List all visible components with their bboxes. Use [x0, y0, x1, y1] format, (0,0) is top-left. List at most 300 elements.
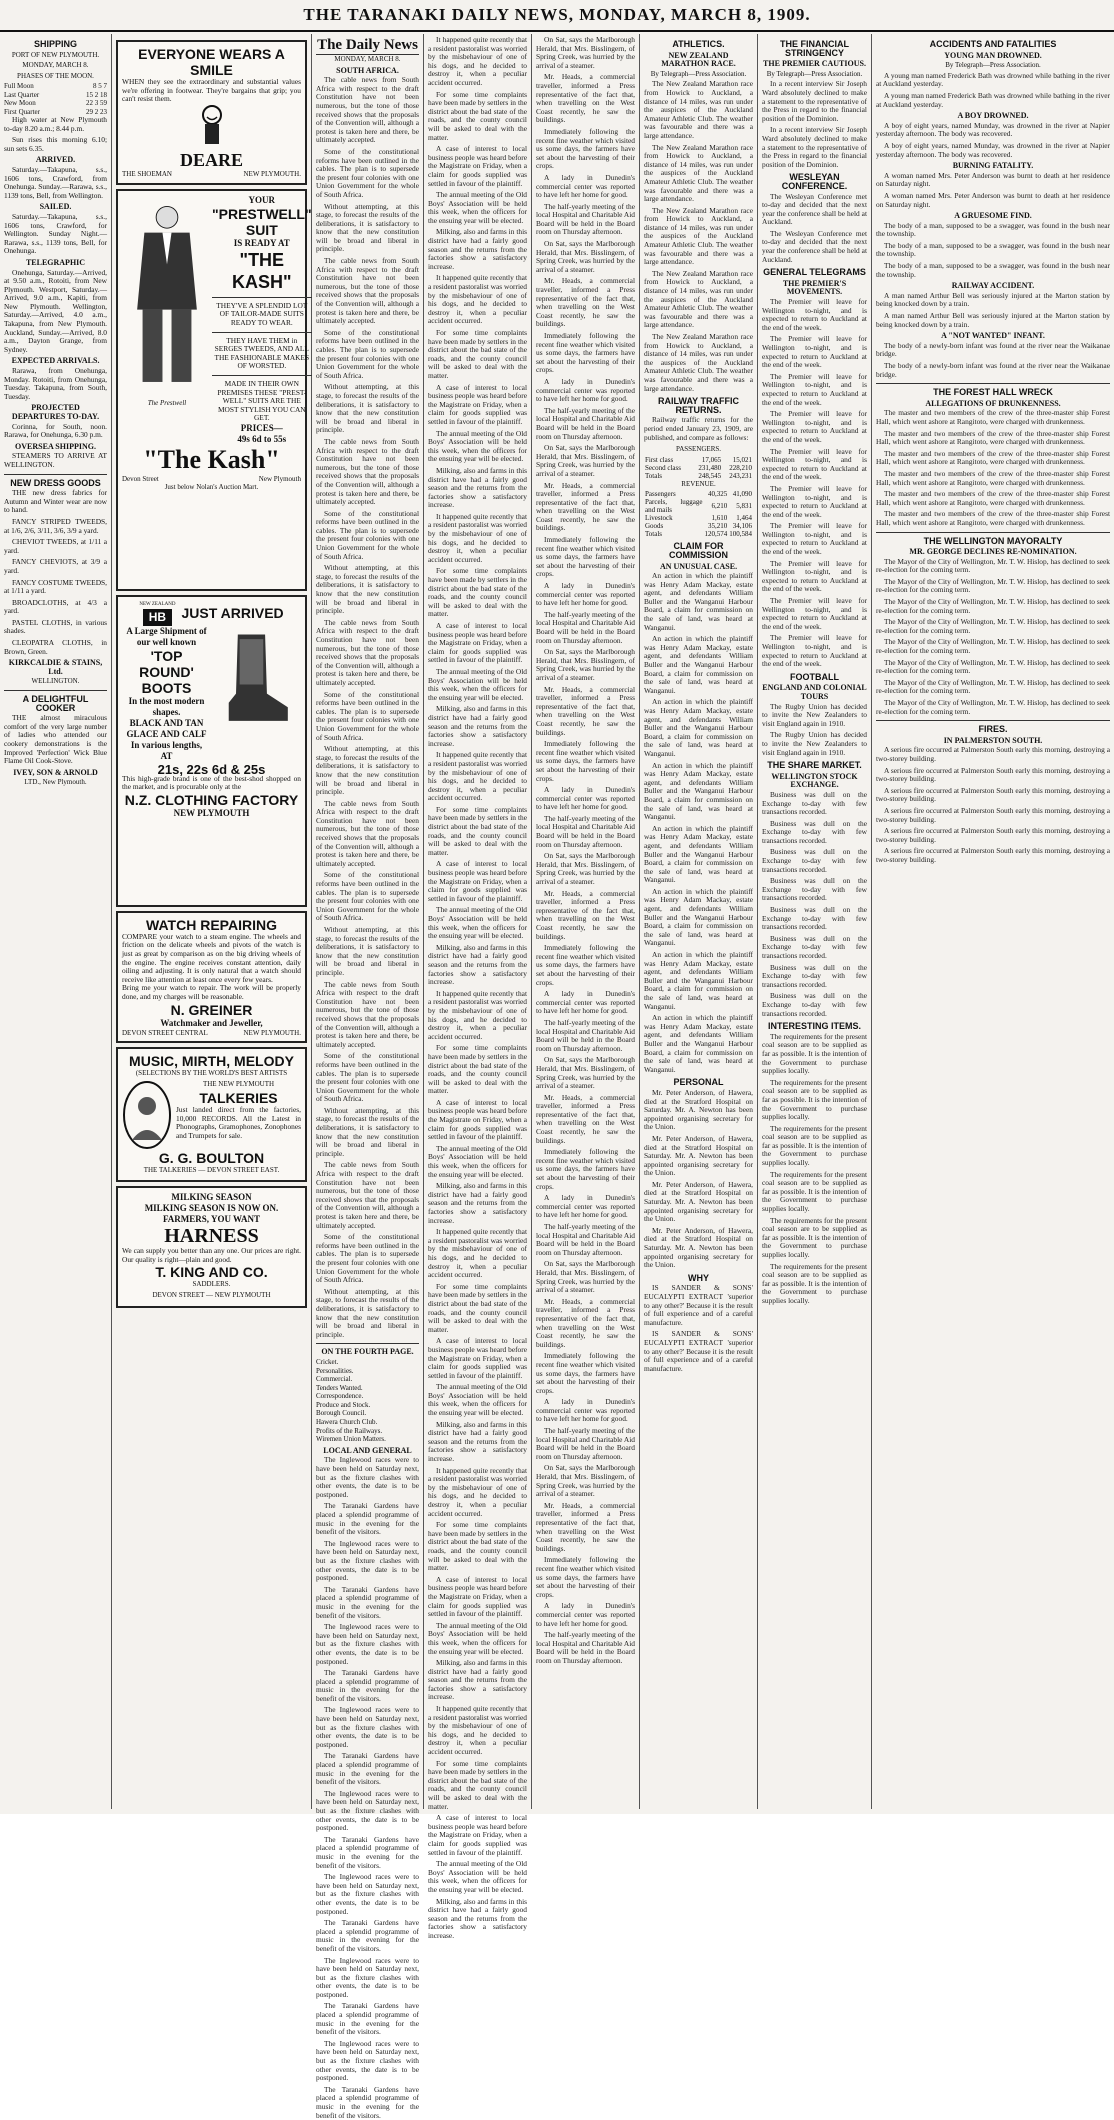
column-accidents	[872, 34, 1114, 1809]
news-para: The Mayor of the City of Wellington, Mr. T. W. Hislop, has declined to seek re-election for the coming term.	[876, 677, 1110, 696]
dress-item: FANCY STRIPED TWEEDS, at 1/6, 2/6, 3/11, 3/6, 3/9 a yard.	[4, 516, 107, 535]
news-para: Business was dull on the Exchange to-day with few transactions recorded.	[762, 991, 867, 1018]
news-para: A lady in Dunedin's commercial center was reported to have left her home for good.	[536, 1601, 635, 1628]
page4-list: Cricket. Personalities. Commercial. Tenders Wanted. Correspondence. Produce and Stock. Borough Council. Hawera Church Club. Profits of the Railways. Wiremen Union Matters.	[316, 1357, 386, 1444]
local-para: The Inglewood races were to have been held on Saturday next, but as the fixture clashes with other events, the date is to be postponed.	[316, 1538, 419, 1583]
editorial-para: The cable news from South Africa with respect to the draft Constitution have not been numerous, but the tone of those received shows that the proposals of the Convention will, although a protest is taken here and there, be ultimately accepted.	[316, 617, 419, 687]
news-para: Mr. Heads, a commercial traveller, informed a Press representative of the fact that, when travelling on the West Coast recently, he saw the buildings.	[536, 72, 635, 125]
news-para: Immediately following the recent fine weather which visited us some days, the farmers have set about the harvesting of their crops.	[536, 1555, 635, 1599]
news-para: Mr. Heads, a commercial traveller, informed a Press representative of the fact that, when travelling on the West Coast recently, he saw the buildings.	[536, 1296, 635, 1349]
news-para: The Mayor of the City of Wellington, Mr. T. W. Hislop, has declined to seek re-election for the coming term.	[876, 698, 1110, 716]
wesleyan-heading: WESLEYAN CONFERENCE.	[781, 172, 848, 191]
passengers-table	[644, 456, 753, 480]
news-para: A serious fire occurred at Palmerston South early this morning, destroying a two-storey building.	[876, 805, 1110, 824]
kash-big: "The Kash"	[143, 444, 280, 474]
claim-para: An action in which the plaintiff was Henry Adam Mackay, estate agent, and defendants William Buller and the Wanganui Harbour Board, a claim for commission on the sale of land, was heard at Wanganui.	[644, 886, 753, 948]
milking-text: MILKING SEASON IS NOW ON. FARMERS, YOU WANT	[144, 1203, 279, 1225]
news-para: A case of interest to local business people was heard before the Magistrate on Friday, when a claim for goods supplied was settled in favour of the plaintiff.	[428, 382, 527, 426]
accidents-sub: YOUNG MAN DROWNED.	[944, 50, 1042, 60]
deare-name: DEARE	[179, 150, 243, 171]
local-para: The Inglewood races were to have been held on Saturday next, but as the fixture clashes with other events, the date is to be postponed.	[316, 1788, 419, 1833]
editorial-para: Some of the constitutional reforms have been outlined in the cables. The plan is to supersede the present four colonies with one Union Government for the whole of South Africa.	[316, 689, 419, 742]
news-para: A lady in Dunedin's commercial center was reported to have left her home for good.	[536, 376, 635, 404]
masthead: THE TARANAKI DAILY NEWS, MONDAY, MARCH 8, 1909.	[0, 0, 1114, 32]
moon-row: Full Moon 8 5 7	[4, 82, 107, 91]
at-label: AT	[160, 750, 173, 761]
news-para: On Sat, says the Marlborough Herald, that Mrs. Bisslingern, of Spring Creek, was hurried by the arrival of a steamer.	[536, 647, 635, 682]
prestwell-your: YOUR	[248, 194, 276, 205]
news-para: The master and two members of the crew of the three-master ship Forest Hall, which went ashore at Rangitoto, were charged with drunkenness.	[876, 509, 1110, 527]
harness-advert	[116, 1186, 307, 1307]
local-para: The Taranaki Gardens have placed a splendid programme of music in the evening for the benefit of the visitors.	[316, 1751, 419, 1787]
king-addr: DEVON STREET — NEW PLYMOUTH	[152, 1290, 271, 1299]
why-para: IS SANDER & SONS' EUCALYPTI EXTRACT 'superior to any other?' Because it is the result of full experience and of a careful manufacture.	[644, 1283, 753, 1327]
oversea-text: STEAMERS TO ARRIVE AT WELLINGTON.	[4, 451, 107, 469]
why-para: IS SANDER & SONS' EUCALYPTI EXTRACT 'superior to any other?' Because it is the result of full experience and of a careful manufacture.	[644, 1329, 753, 1373]
prestwell-name: "PRESTWELL"	[212, 205, 312, 222]
talkeries-advert	[116, 1047, 307, 1182]
news-para: Milking, also and farms in this district have had a fairly good season and the returns from the factories show a satisfactory increase.	[428, 942, 527, 987]
local-para: The Taranaki Gardens have placed a splendid programme of music in the evening for the benefit of the visitors.	[316, 1501, 419, 1537]
table-row: Parcels, luggage and mails 6,210 5,831	[645, 498, 752, 515]
dress-intro: THE new dress fabrics for Autumn and Winter wear are now to hand.	[4, 488, 107, 515]
table-row: Goods 35,210 34,106	[645, 522, 752, 531]
editorial-para: The cable news from South Africa with respect to the draft Constitution have not been numerous, but the tone of those received shows that the proposals of the Convention will, although a protest is taken here and there, be ultimately accepted.	[316, 798, 419, 868]
news-para: It happened quite recently that a resident pastoralist was worried by the misbehaviour of one of his dogs, and he decided to destroy it, when a peculiar accident occurred.	[428, 273, 527, 326]
telegraphic-text: Onehunga, Saturday.—Arrived, at 9.50 a.m., Rotoiti, from New Plymouth. Westport, Saturday.—Arrived, 9.0 a.m., Kapiti, from New Plymouth. Wellington, Saturday.—Arrived, 4.0 a.m., Takapuna, from New Plymouth. Auckland, Sunday.—Arrived, 8.0 a.m., Dayton Grange, from Sydney.	[4, 267, 107, 354]
music-sub: (SELECTIONS BY THE WORLD'S BEST ARTISTS	[135, 1068, 288, 1077]
athletics-sub: NEW ZEALAND MARATHON RACE.	[661, 50, 736, 69]
news-para: The annual meeting of the Old Boys' Association will be held this week, when the officers for the ensuing year will be elected.	[428, 428, 527, 464]
news-para: Business was dull on the Exchange to-day with few transactions recorded.	[762, 933, 867, 960]
athletics-para: The New Zealand Marathon race from Howick to Auckland, a distance of 14 miles, was run under the auspices of the Auckland Amateur Athletic Club. The weather was favourable and there was a large attendance.	[644, 268, 753, 330]
news-para: The Premier will leave for Wellington to-night, and is expected to return to Auckland at the end of the week.	[762, 521, 867, 557]
personal-heading: PERSONAL	[673, 1077, 724, 1088]
prices: 49s 6d to 55s	[237, 433, 287, 444]
news-para: The Premier will leave for Wellington to-night, and is expected to return to Auckland at the end of the week.	[762, 483, 867, 519]
claim-para: An action in which the plaintiff was Henry Adam Mackay, estate agent, and defendants William Buller and the Wanganui Harbour Board, a claim for commission on the sale of land, was heard at Wanganui.	[644, 634, 753, 695]
claim-sub: AN UNUSUAL CASE.	[659, 561, 738, 571]
news-para: A man named Arthur Bell was seriously injured at the Marton station by being knocked down by a train.	[876, 311, 1110, 329]
column-news-5	[532, 34, 640, 1809]
editorial-para: Some of the constitutional reforms have been outlined in the cables. The plan is to supersede the present four colonies with one Union Government for the whole of South Africa.	[316, 327, 419, 380]
news-para: For some time complaints have been made by settlers in the district about the bad state of the roads, and the county council will be asked to deal with the matter.	[428, 566, 527, 619]
editorial-para: The cable news from South Africa with respect to the draft Constitution have not been numerous, but the tone of those received shows that the proposals of the Convention will, although a protest is taken here and there, be ultimately accepted.	[316, 979, 419, 1049]
news-para: A lady in Dunedin's commercial center was reported to have left her home for good.	[536, 785, 635, 812]
news-para: The half-yearly meeting of the local Hospital and Charitable Aid Board will be held in the Board room on Thursday afternoon.	[536, 1017, 635, 1053]
sun-times: Sun rises this morning 6.10; sun sets 6.35.	[4, 135, 107, 153]
athletics-para: The New Zealand Marathon race from Howick to Auckland, a distance of 14 miles, was run under the auspices of the Auckland Amateur Athletic Club. The weather was favourable and there was a large attendance.	[644, 142, 753, 204]
news-para: The Premier will leave for Wellington to-night, and is expected to return to Auckland at the end of the week.	[762, 596, 867, 631]
news-para: A lady in Dunedin's commercial center was reported to have left her home for good.	[536, 989, 635, 1016]
greiner-name: N. GREINER	[170, 1001, 253, 1018]
news-para: Immediately following the recent fine weather which visited us some days, the farmers have set about the harvesting of their crops.	[536, 943, 635, 987]
general-heading: GENERAL TELEGRAMS	[763, 267, 866, 278]
boot-prices: 21s, 22s 6d & 25s	[157, 761, 266, 777]
harness-text: We can supply you better than any one. Our prices are right. Our quality is right—plain and good.	[122, 1246, 301, 1264]
boulton-place: THE TALKERIES — DEVON STREET EAST.	[143, 1165, 280, 1174]
editorial-para: Without attempting, at this stage, to forecast the results of the deliberations, it is satisfactory to know that the new constitution will be broad and liberal in principle.	[316, 563, 419, 616]
local-heading: LOCAL AND GENERAL	[323, 1445, 412, 1455]
news-para: It happened quite recently that a resident pastoralist was worried by the misbehaviour of one of his dogs, and he decided to destroy it, when a peculiar accident occurred.	[428, 35, 527, 87]
news-para: The master and two members of the crew of the three-master ship Forest Hall, which went ashore at Rangitoto, were charged with drunkenness.	[876, 489, 1110, 507]
local-para: The Inglewood races were to have been held on Saturday next, but as the fixture clashes with other events, the date is to be postponed.	[316, 1955, 419, 1999]
news-para: For some time complaints have been made by settlers in the district about the bad state of the roads, and the county council will be asked to deal with the matter.	[428, 1520, 527, 1573]
athletics-para: The New Zealand Marathon race from Howick to Auckland, a distance of 14 miles, was run under the auspices of the Auckland Amateur Athletic Club. The weather was favourable and there was a large attendance.	[644, 205, 753, 267]
greiner-addr: DEVON STREET CENTRAL	[122, 1028, 208, 1037]
news-para: Mr. Heads, a commercial traveller, informed a Press representative of the fact that, when travelling on the West Coast recently, he saw the buildings.	[536, 276, 635, 329]
news-para: The master and two members of the crew of the three-master ship Forest Hall, which went ashore at Rangitoto, were charged with drunkenness.	[876, 468, 1110, 487]
news-para: The annual meeting of the Old Boys' Association will be held this week, when the officers for the ensuing year will be elected.	[428, 1620, 527, 1656]
news-para: A case of interest to local business people was heard before the Magistrate on Friday, when a claim for goods supplied was settled in favour of the plaintiff.	[428, 1336, 527, 1380]
news-para: The annual meeting of the Old Boys' Association will be held this week, when the officers for the ensuing year will be elected.	[428, 666, 527, 702]
news-para: Business was dull on the Exchange to-day with few transactions recorded.	[762, 818, 867, 845]
boulton-name: G. G. BOULTON	[158, 1149, 265, 1166]
news-para: The Mayor of the City of Wellington, Mr. T. W. Hislop, has declined to seek re-election for the coming term.	[876, 597, 1110, 615]
claim-para: An action in which the plaintiff was Henry Adam Mackay, estate agent, and defendants William Buller and the Wanganui Harbour Board, a claim for commission on the sale of land, was heard at Wanganui.	[644, 823, 753, 885]
dress-item: PASTEL CLOTHS, in various shades.	[4, 617, 107, 636]
news-para: A case of interest to local business people was heard before the Magistrate on Friday, when a claim for goods supplied was settled in favour of the plaintiff.	[428, 1097, 527, 1142]
talkeries-text: Just landed direct from the factories, 10,000 RECORDS. All the Latest in Phonographs, Gramophones, Zonophones and Trumpets for sale.	[176, 1105, 301, 1140]
news-para: The half-yearly meeting of the local Hospital and Charitable Aid Board will be held in the Board room on Thursday afternoon.	[536, 1630, 635, 1665]
king-sub: SADDLERS.	[192, 1280, 231, 1289]
claim-para: An action in which the plaintiff was Henry Adam Mackay, estate agent, and defendants William Buller and the Wanganui Harbour Board, a claim for commission on the sale of land, was heard at Wanganui.	[644, 1013, 753, 1074]
arrived-heading: ARRIVED.	[35, 155, 76, 165]
news-para: The half-yearly meeting of the local Hospital and Charitable Aid Board will be held in the Board room on Thursday afternoon.	[536, 1426, 635, 1461]
items-heading: INTERESTING ITEMS.	[767, 1021, 861, 1032]
news-para: Mr. Heads, a commercial traveller, informed a Press representative of the fact that, when travelling on the West Coast recently, he saw the buildings.	[536, 888, 635, 941]
railway-heading: RAILWAY TRAFFIC RETURNS.	[657, 396, 739, 415]
editorial-para: Without attempting, at this stage, to forecast the results of the deliberations, it is satisfactory to know that the new constitution will be broad and liberal in principle.	[316, 1286, 419, 1339]
news-para: A young man named Frederick Bath was drowned while bathing in the river at Auckland yesterday.	[876, 70, 1110, 89]
burning-heading: BURNING FATALITY.	[952, 161, 1034, 171]
news-para: A boy of eight years, named Munday, was drowned in the river at Napier yesterday afternoon. The body was recovered.	[876, 140, 1110, 159]
news-para: Immediately following the recent fine weather which visited us some days, the farmers have set about the harvesting of their crops.	[536, 331, 635, 375]
editorial-para: The cable news from South Africa with respect to the draft Constitution have not been numerous, but the tone of those received shows that the proposals of the Convention will, although a protest is taken here and there, be ultimately accepted.	[316, 256, 419, 326]
news-para: The Premier will leave for Wellington to-night, and is expected to return to Auckland at the end of the week.	[762, 371, 867, 407]
arrived-text: Saturday.—Takapuna, s.s., 1606 tons, Crawford, from Onehunga. Sunday.—Rarawa, s.s., 1139 tons, Bell, from Wellington.	[4, 164, 107, 200]
news-para: A woman named Mrs. Peter Anderson was burnt to death at her residence on Saturday night.	[876, 190, 1110, 209]
news-para: It happened quite recently that a resident pastoralist was worried by the misbehaviour of one of his dogs, and he decided to destroy it, when a peculiar accident occurred.	[428, 1704, 527, 1757]
cooker-text: THE almost miraculous comfort of the very large number of ladies who attended our cookery demonstrations is the Improved 'Perfection' Wick Blue Flame Oil Cook-Stove.	[4, 713, 107, 766]
news-para: Milking, also and farms in this district have had a fairly good season and the returns from the factories show a satisfactory increase.	[428, 1896, 527, 1940]
news-para: For some time complaints have been made by settlers in the district about the bad state of the roads, and the county council will be asked to deal with the matter.	[428, 804, 527, 857]
news-para: The half-yearly meeting of the local Hospital and Charitable Aid Board will be held in the Board room on Thursday afternoon.	[536, 405, 635, 441]
news-para: The requirements for the present coal season are to be supplied as far as possible. It is the intention of the Government to purchase supplies locally.	[762, 1261, 867, 1305]
news-para: The Premier will leave for Wellington to-night, and is expected to return to Auckland at the end of the week.	[762, 446, 867, 482]
news-para: The requirements for the present coal season are to be supplied as far as possible. It is the intention of the Government to purchase supplies locally.	[762, 1077, 867, 1122]
athletics-para: The New Zealand Marathon race from Howick to Auckland, a distance of 14 miles, was run under the auspices of the Auckland Amateur Athletic Club. The weather was favourable and there was a large attendance.	[644, 332, 753, 393]
general-sub: THE PREMIER'S MOVEMENTS.	[782, 278, 847, 297]
accidents-by: By Telegraph—Press Association.	[945, 61, 1041, 70]
prestwell-text-3: MADE IN THEIR OWN PREMISES THESE "PREST-WELL" SUITS ARE THE MOST STYLISH YOU CAN GET.	[217, 378, 307, 423]
news-para: The requirements for the present coal season are to be supplied as far as possible. It is the intention of the Government to purchase supplies locally.	[762, 1123, 867, 1168]
news-para: Milking, also and farms in this district have had a fairly good season and the returns from the factories show a satisfactory increase.	[428, 1419, 527, 1464]
boots-len: In various lengths,	[130, 739, 203, 750]
oversea-heading: OVERSEA SHIPPING.	[15, 441, 96, 451]
news-para: Milking, also and farms in this district have had a fairly good season and the returns from the factories show a satisfactory increase.	[428, 1181, 527, 1225]
athletics-heading: ATHLETICS.	[672, 39, 725, 49]
wreck-sub: ALLEGATIONS OF DRUNKENNESS.	[925, 398, 1061, 408]
news-para: The half-yearly meeting of the local Hospital and Charitable Aid Board will be held in the Board room on Thursday afternoon.	[536, 1222, 635, 1257]
mayoralty-sub: MR. GEORGE DECLINES RE-NOMINATION.	[909, 547, 1077, 557]
smile-text: WHEN they see the extraordinary and substantial values we're offering in footwear. They're bargains that grip; you can't resist them.	[122, 77, 301, 104]
milking-heading: MILKING SEASON	[171, 1192, 252, 1203]
football-sub: ENGLAND AND COLONIAL TOURS	[762, 683, 867, 701]
news-para: The annual meeting of the Old Boys' Association will be held this week, when the officers for the ensuing year will be elected.	[428, 1859, 527, 1894]
boots-kind: GLACE AND CALF	[126, 728, 207, 739]
claim-para: An action in which the plaintiff was Henry Adam Mackay, estate agent, and defendants William Buller and the Wanganui Harbour Board, a claim for commission on the sale of land, was heard at Wanganui.	[644, 571, 753, 632]
revenue-table	[644, 490, 753, 538]
local-para: The Inglewood races were to have been held on Saturday next, but as the fixture clashes with other events, the date is to be postponed.	[316, 1705, 419, 1749]
news-para: The annual meeting of the Old Boys' Association will be held this week, when the officers for the ensuing year will be elected.	[428, 190, 527, 225]
railway-accident-heading: RAILWAY ACCIDENT.	[951, 281, 1035, 291]
news-para: A case of interest to local business people was heard before the Magistrate on Friday, when a claim for goods supplied was settled in favour of the plaintiff.	[428, 1574, 527, 1619]
news-para: A young man named Frederick Bath was drowned while bathing in the river at Auckland yesterday.	[876, 90, 1110, 109]
news-para: The Mayor of the City of Wellington, Mr. T. W. Hislop, has declined to seek re-election for the coming term.	[876, 576, 1110, 595]
cooker-heading: A DELIGHTFUL COOKER	[22, 694, 89, 713]
local-para: The Taranaki Gardens have placed a splendid programme of music in the evening for the benefit of the visitors.	[316, 1834, 419, 1870]
financial-heading: THE FINANCIAL STRINGENCY	[780, 39, 849, 58]
news-para: A woman named Mrs. Peter Anderson was burnt to death at her residence on Saturday night.	[876, 170, 1110, 189]
kirkcaldie-place: WELLINGTON.	[31, 677, 80, 686]
news-para: The Rugby Union has decided to invite the New Zealanders to visit England again in 1910.	[762, 701, 867, 728]
column-shipping	[0, 34, 112, 1809]
ivey-name: IVEY, SON & ARNOLD	[13, 767, 98, 777]
dress-heading: NEW DRESS GOODS	[10, 477, 101, 488]
expected-heading: EXPECTED ARRIVALS.	[11, 356, 100, 366]
railway-intro: Railway traffic returns for the period ended January 23, 1909, are published, and compare as follows:	[644, 415, 753, 442]
news-para: Business was dull on the Exchange to-day with few transactions recorded.	[762, 962, 867, 989]
news-para: It happened quite recently that a resident pastoralist was worried by the misbehaviour of one of his dogs, and he decided to destroy it, when a peculiar accident occurred.	[428, 511, 527, 564]
news-para: In a recent interview Sir Joseph Ward absolutely declined to make a statement to the representative of the Press in regard to the financial position of the Dominion.	[762, 125, 867, 169]
deare-sub: THE SHOEMAN	[122, 170, 172, 179]
why-heading: WHY	[688, 1272, 709, 1283]
news-para: On Sat, says the Marlborough Herald, that Mrs. Bisslingern, of Spring Creek, was hurried by the arrival of a steamer.	[536, 1463, 635, 1499]
editorial-para: The cable news from South Africa with respect to the draft Constitution have not been numerous, but the tone of those received shows that the proposals of the Convention will, although a protest is taken here and there, be ultimately accepted.	[316, 436, 419, 507]
suit-label: The Prestwell	[147, 399, 187, 408]
editorial-para: Without attempting, at this stage, to forecast the results of the deliberations, it is satisfactory to know that the new constitution will be broad and liberal in principle.	[316, 201, 419, 254]
date-line: MONDAY, MARCH 8.	[22, 61, 89, 70]
news-para: The body of a man, supposed to be a swagger, was found in the bush near the township.	[876, 220, 1110, 239]
expected-text: Rarawa, from Onehunga, Monday. Rotoiti, from Onehunga, Tuesday. Takapuna, from South, Tuesday.	[4, 366, 107, 401]
suit-man-icon	[122, 201, 212, 391]
prestwell-ready: IS READY AT	[233, 237, 290, 248]
news-para: The half-yearly meeting of the local Hospital and Charitable Aid Board will be held in the Board room on Thursday afternoon.	[536, 813, 635, 849]
news-para: For some time complaints have been made by settlers in the district about the bad state of the roads, and the county council will be asked to deal with the matter.	[428, 1758, 527, 1811]
watch-heading: WATCH REPAIRING	[146, 916, 277, 933]
news-para: A case of interest to local business people was heard before the Magistrate on Friday, when a claim for goods supplied was settled in favour of the plaintiff.	[428, 144, 527, 188]
news-para: A serious fire occurred at Palmerston South early this morning, destroying a two-storey building.	[876, 846, 1110, 864]
arrived-sub: A Large Shipment of our well known	[126, 625, 207, 647]
table-row: Livestock 1,610 1,464	[645, 514, 752, 523]
news-para: A serious fire occurred at Palmerston South early this morning, destroying a two-storey building.	[876, 826, 1110, 844]
news-para: The Mayor of the City of Wellington, Mr. T. W. Hislop, has declined to seek re-election for the coming term.	[876, 617, 1110, 635]
news-para: It happened quite recently that a resident pastoralist was worried by the misbehaviour of one of his dogs, and he decided to destroy it, when a peculiar accident occurred.	[428, 750, 527, 803]
dress-item: CHEVIOT TWEEDS, at 1/11 a yard.	[4, 537, 107, 555]
moon-row: Last Quarter 15 2 18	[4, 90, 107, 99]
boot-text: This high-grade brand is one of the best-shod shopped on the market, and is procurable only at the	[122, 773, 301, 792]
news-para: A lady in Dunedin's commercial center was reported to have left her home for good.	[536, 172, 635, 200]
moon-row: New Moon 22 3 59	[4, 99, 107, 108]
news-para: Immediately following the recent fine weather which visited us some days, the farmers have set about the harvesting of their crops.	[536, 739, 635, 783]
editorial-date: MONDAY, MARCH 8.	[334, 55, 401, 63]
claim-heading: CLAIM FOR COMMISSION	[668, 541, 728, 560]
editorial-para: Some of the constitutional reforms have been outlined in the cables. The plan is to supersede the present four colonies with one Union Government for the whole of South Africa.	[316, 1051, 419, 1104]
local-para: The Taranaki Gardens have placed a splendid programme of music in the evening for the benefit of the visitors.	[316, 1668, 419, 1703]
projected-heading: PROJECTED DEPARTURES TO-DAY.	[11, 403, 100, 421]
table-row: Totals 120,574 100,584	[645, 530, 752, 539]
column-editorial	[312, 34, 424, 2120]
deare-advert	[116, 40, 307, 185]
local-para: The Inglewood races were to have been held on Saturday next, but as the fixture clashes with other events, the date is to be postponed.	[316, 2038, 419, 2083]
local-para: The Inglewood races were to have been held on Saturday next, but as the fixture clashes with other events, the date is to be postponed.	[316, 1622, 419, 1666]
wreck-heading: THE FOREST HALL WRECK	[933, 387, 1053, 398]
news-para: In a recent interview Sir Joseph Ward absolutely declined to make a statement to the representative of the Press in regard to the financial position of the Dominion.	[762, 79, 867, 123]
editorial-para: Some of the constitutional reforms have been outlined in the cables. The plan is to supersede the present four colonies with one Union Government for the whole of South Africa.	[316, 1232, 419, 1285]
column-adverts	[112, 34, 312, 1809]
news-para: The Premier will leave for Wellington to-night, and is expected to return to Auckland at the end of the week.	[762, 633, 867, 669]
news-para: On Sat, says the Marlborough Herald, that Mrs. Bisslingern, of Spring Creek, was hurried by the arrival of a steamer.	[536, 443, 635, 478]
share-sub: WELLINGTON STOCK EXCHANGE.	[771, 771, 858, 790]
news-para: Milking, also and farms in this district have had a fairly good season and the returns from the factories show a satisfactory increase.	[428, 1658, 527, 1702]
athletics-by: By Telegraph—Press Association.	[650, 69, 747, 78]
boots-colors: BLACK AND TAN	[129, 717, 204, 728]
factory-place: NEW PLYMOUTH	[173, 807, 250, 818]
athletics-para: The New Zealand Marathon race from Howick to Auckland, a distance of 14 miles, was run under the auspices of the Auckland Amateur Athletic Club. The weather was favourable and there was a large attendance.	[644, 79, 753, 140]
accidents-heading: ACCIDENTS AND FATALITIES	[929, 39, 1057, 49]
financial-by: By Telegraph—Press Association.	[766, 69, 863, 78]
prestwell-text-1: THEY'VE A SPLENDID LOT OF TAILOR-MADE SUITS READY TO WEAR.	[216, 300, 308, 327]
infant-heading: A "NOT WANTED" INFANT.	[941, 331, 1045, 341]
local-para: The Taranaki Gardens have placed a splendid programme of music in the evening for the benefit of the visitors.	[316, 2084, 419, 2120]
news-para: The Mayor of the City of Wellington, Mr. T. W. Hislop, has declined to seek re-election for the coming term.	[876, 657, 1110, 676]
news-para: A man named Arthur Bell was seriously injured at the Marton station by being knocked down by a train.	[876, 290, 1110, 309]
news-para: On Sat, says the Marlborough Herald, that Mrs. Bisslingern, of Spring Creek, was hurried by the arrival of a steamer.	[536, 1055, 635, 1091]
dress-item: BROADCLOTHS, at 4/3 a yard.	[4, 597, 107, 616]
editorial-para: Without attempting, at this stage, to forecast the results of the deliberations, it is satisfactory to know that the new constitution will be broad and liberal in principle.	[316, 1105, 419, 1158]
news-para: For some time complaints have been made by settlers in the district about the bad state of the roads, and the county council will be asked to deal with the matter.	[428, 1043, 527, 1096]
news-para: It happened quite recently that a resident pastoralist was worried by the misbehaviour of one of his dogs, and he decided to destroy it, when a peculiar accident occurred.	[428, 1227, 527, 1280]
sailed-heading: SAILED.	[39, 202, 72, 212]
news-para: The annual meeting of the Old Boys' Association will be held this week, when the officers for the ensuing year will be elected.	[428, 1143, 527, 1179]
kash-street: Devon Street	[122, 474, 159, 483]
editorial-section: SOUTH AFRICA.	[336, 65, 399, 75]
sailed-text: Saturday.—Takapuna, s.s., 1606 tons, Crawford, for Wellington. Sunday Night.—Rarawa, s.s., 1139 tons, Bell, for Onehunga.	[4, 211, 107, 256]
news-para: A lady in Dunedin's commercial center was reported to have left her home for good.	[536, 581, 635, 608]
watch-advert	[116, 911, 307, 1043]
harness-heading: HARNESS	[164, 1225, 259, 1248]
deare-place: NEW PLYMOUTH.	[243, 170, 301, 179]
news-para: The requirements for the present coal season are to be supplied as far as possible. It is the intention of the Government to purchase supplies locally.	[762, 1031, 867, 1076]
news-para: Business was dull on the Exchange to-day with few transactions recorded.	[762, 789, 867, 817]
news-para: On Sat, says the Marlborough Herald, that Mrs. Bisslingern, of Spring Creek, was hurried by the arrival of a steamer.	[536, 851, 635, 887]
news-para: Milking, also and farms in this district have had a fairly good season and the returns from the factories show a satisfactory increase.	[428, 465, 527, 510]
fires-heading: FIRES.	[978, 724, 1008, 735]
news-para: The body of a newly-born infant was found at the river near the Waikanae bridge.	[876, 361, 1110, 379]
kirkcaldie-name: KIRKCALDIE & STAINS, Ltd.	[8, 658, 103, 676]
editorial-para: Without attempting, at this stage, to forecast the results of the deliberations, it is satisfactory to know that the new constitution will be broad and liberal in principle.	[316, 744, 419, 797]
news-para: For some time complaints have been made by settlers in the district about the bad state of the roads, and the county council will be asked to deal with the matter.	[428, 328, 527, 380]
fires-sub: IN PALMERSTON SOUTH.	[943, 735, 1043, 745]
news-para: It happened quite recently that a resident pastoralist was worried by the misbehaviour of one of his dogs, and he decided to destroy it, when a peculiar accident occurred.	[428, 988, 527, 1041]
dress-item: FANCY CHEVIOTS, at 3/9 a yard.	[4, 557, 107, 575]
local-para: The Taranaki Gardens have placed a splendid programme of music in the evening for the benefit of the visitors.	[316, 1918, 419, 1953]
news-para: A case of interest to local business people was heard before the Magistrate on Friday, when a claim for goods supplied was settled in favour of the plaintiff.	[428, 621, 527, 665]
table-row: Passengers 40,325 41,090	[645, 490, 752, 499]
news-para: The body of a man, supposed to be a swagger, was found in the bush near the township.	[876, 261, 1110, 279]
news-para: The requirements for the present coal season are to be supplied as far as possible. It is the intention of the Government to purchase supplies locally.	[762, 1215, 867, 1259]
portrait-icon	[122, 1080, 172, 1150]
news-para: On Sat, says the Marlborough Herald, that Mrs. Bisslingern, of Spring Creek, was hurried by the arrival of a steamer.	[536, 1259, 635, 1295]
high-water: High water at New Plymouth to-day 8.20 a.m.; 8.44 p.m.	[4, 115, 107, 133]
shipping-heading: SHIPPING	[33, 39, 77, 49]
news-para: The annual meeting of the Old Boys' Association will be held this week, when the officers for the ensuing year will be elected.	[428, 905, 527, 941]
claim-para: An action in which the plaintiff was Henry Adam Mackay, estate agent, and defendants William Buller and the Wanganui Harbour Board, a claim for commission on the sale of land, was heard at Wanganui.	[644, 950, 753, 1011]
passengers-heading: PASSENGERS.	[675, 445, 722, 454]
news-para: A boy of eight years, named Munday, was drowned in the river at Napier yesterday afternoon. The body was recovered.	[876, 120, 1110, 139]
news-para: The Rugby Union has decided to invite the New Zealanders to visit England again in 1910.	[762, 730, 867, 757]
column-athletics	[640, 34, 758, 1809]
editorial-title: The Daily News	[317, 37, 418, 53]
news-para: Milking, also and farms in this district have had a fairly good season and the returns from the factories show a satisfactory increase.	[428, 227, 527, 271]
share-heading: THE SHARE MARKET.	[767, 760, 862, 771]
news-para: The Mayor of the City of Wellington, Mr. T. W. Hislop, has declined to seek re-election for the coming term.	[876, 556, 1110, 575]
news-para: Business was dull on the Exchange to-day with few transactions recorded.	[762, 847, 867, 874]
news-para: Business was dull on the Exchange to-day with few transactions recorded.	[762, 905, 867, 932]
news-para: A lady in Dunedin's commercial center was reported to have left her home for good.	[536, 1193, 635, 1220]
kash-place: New Plymouth	[258, 474, 301, 483]
editorial-para: Without attempting, at this stage, to forecast the results of the deliberations, it is satisfactory to know that the new constitution will be broad and liberal in principle.	[316, 925, 419, 977]
port-line: PORT OF NEW PLYMOUTH.	[11, 50, 100, 59]
king-name: T. KING AND CO.	[155, 1264, 268, 1281]
kash-note: Just below Nolan's Auction Mart.	[164, 483, 259, 492]
revenue-heading: REVENUE.	[681, 479, 716, 488]
prices-label: PRICES—	[240, 422, 283, 433]
music-heading: MUSIC, MIRTH, MELODY	[129, 1052, 294, 1069]
news-para: The requirements for the present coal season are to be supplied as far as possible. It is the intention of the Government to purchase supplies locally.	[762, 1169, 867, 1214]
editorial-para: Some of the constitutional reforms have been outlined in the cables. The plan is to supersede the present four colonies with one Union Government for the whole of South Africa.	[316, 870, 419, 923]
news-para: The half-yearly meeting of the local Hospital and Charitable Aid Board will be held in the Board room on Thursday afternoon.	[536, 201, 635, 237]
smiling-man-icon	[197, 104, 227, 148]
news-para: On Sat, says the Marlborough Herald, that Mrs. Bisslingern, of Spring Creek, was hurried by the arrival of a steamer.	[536, 35, 635, 70]
boot-icon	[211, 630, 301, 730]
greiner-sub: Watchmaker and Jeweller,	[160, 1017, 263, 1028]
news-para: The Premier will leave for Wellington to-night, and is expected to return to Auckland at the end of the week.	[762, 297, 867, 332]
news-para: The Wesleyan Conference met to-day and decided that the next year the conference shall be held at Auckland.	[762, 191, 867, 227]
news-para: Mr. Heads, a commercial traveller, informed a Press representative of the fact that, when travelling on the West Coast recently, he saw the buildings.	[536, 1500, 635, 1553]
news-para: The Premier will leave for Wellington to-night, and is expected to return to Auckland at the end of the week.	[762, 409, 867, 444]
news-para: Mr. Heads, a commercial traveller, informed a Press representative of the fact that, when travelling on the West Coast recently, he saw the buildings.	[536, 1092, 635, 1145]
hb-top: NEW ZEALAND	[139, 601, 176, 607]
news-para: A serious fire occurred at Palmerston South early this morning, destroying a two-storey building.	[876, 765, 1110, 784]
news-para: Immediately following the recent fine weather which visited us some days, the farmers have set about the harvesting of their crops.	[536, 535, 635, 579]
editorial-para: Some of the constitutional reforms have been outlined in the cables. The plan is to supersede the present four colonies with one Union Government for the whole of South Africa.	[316, 146, 419, 199]
news-para: Immediately following the recent fine weather which visited us some days, the farmers have set about the harvesting of their crops.	[536, 126, 635, 171]
dress-item: FANCY COSTUME TWEEDS, at 1/11 a yard.	[4, 577, 107, 596]
table-row: Second class 231,480 228,210	[645, 463, 752, 472]
news-para: The half-yearly meeting of the local Hospital and Charitable Aid Board will be held in the Board room on Thursday afternoon.	[536, 609, 635, 645]
factory-name: N.Z. CLOTHING FACTORY	[124, 791, 299, 808]
personal-para: Mr. Peter Anderson, of Hawera, died at the Stratford Hospital on Saturday. Mr. A. Newton has been appointed organising secretary for the Union.	[644, 1087, 753, 1132]
news-para: Mr. Heads, a commercial traveller, informed a Press representative of the fact that, when travelling on the West Coast recently, he saw the buildings.	[536, 684, 635, 737]
news-para: Mr. Heads, a commercial traveller, informed a Press representative of the fact that, when travelling on the West Coast recently, he saw the buildings.	[536, 480, 635, 533]
editorial-para: The cable news from South Africa with respect to the draft Constitution have not been numerous, but the tone of those received shows that the proposals of the Convention will, although a protest is taken here and there, be ultimately accepted.	[316, 1160, 419, 1230]
news-para: A case of interest to local business people was heard before the Magistrate on Friday, when a claim for goods supplied was settled in favour of the plaintiff.	[428, 1813, 527, 1857]
news-para: On Sat, says the Marlborough Herald, that Mrs. Bisslingern, of Spring Creek, was hurried by the arrival of a steamer.	[536, 239, 635, 274]
local-para: The Taranaki Gardens have placed a splendid programme of music in the evening for the benefit of the visitors.	[316, 2001, 419, 2037]
claim-para: An action in which the plaintiff was Henry Adam Mackay, estate agent, and defendants William Buller and the Wanganui Harbour Board, a claim for commission on the sale of land, was heard at Wanganui.	[644, 697, 753, 758]
